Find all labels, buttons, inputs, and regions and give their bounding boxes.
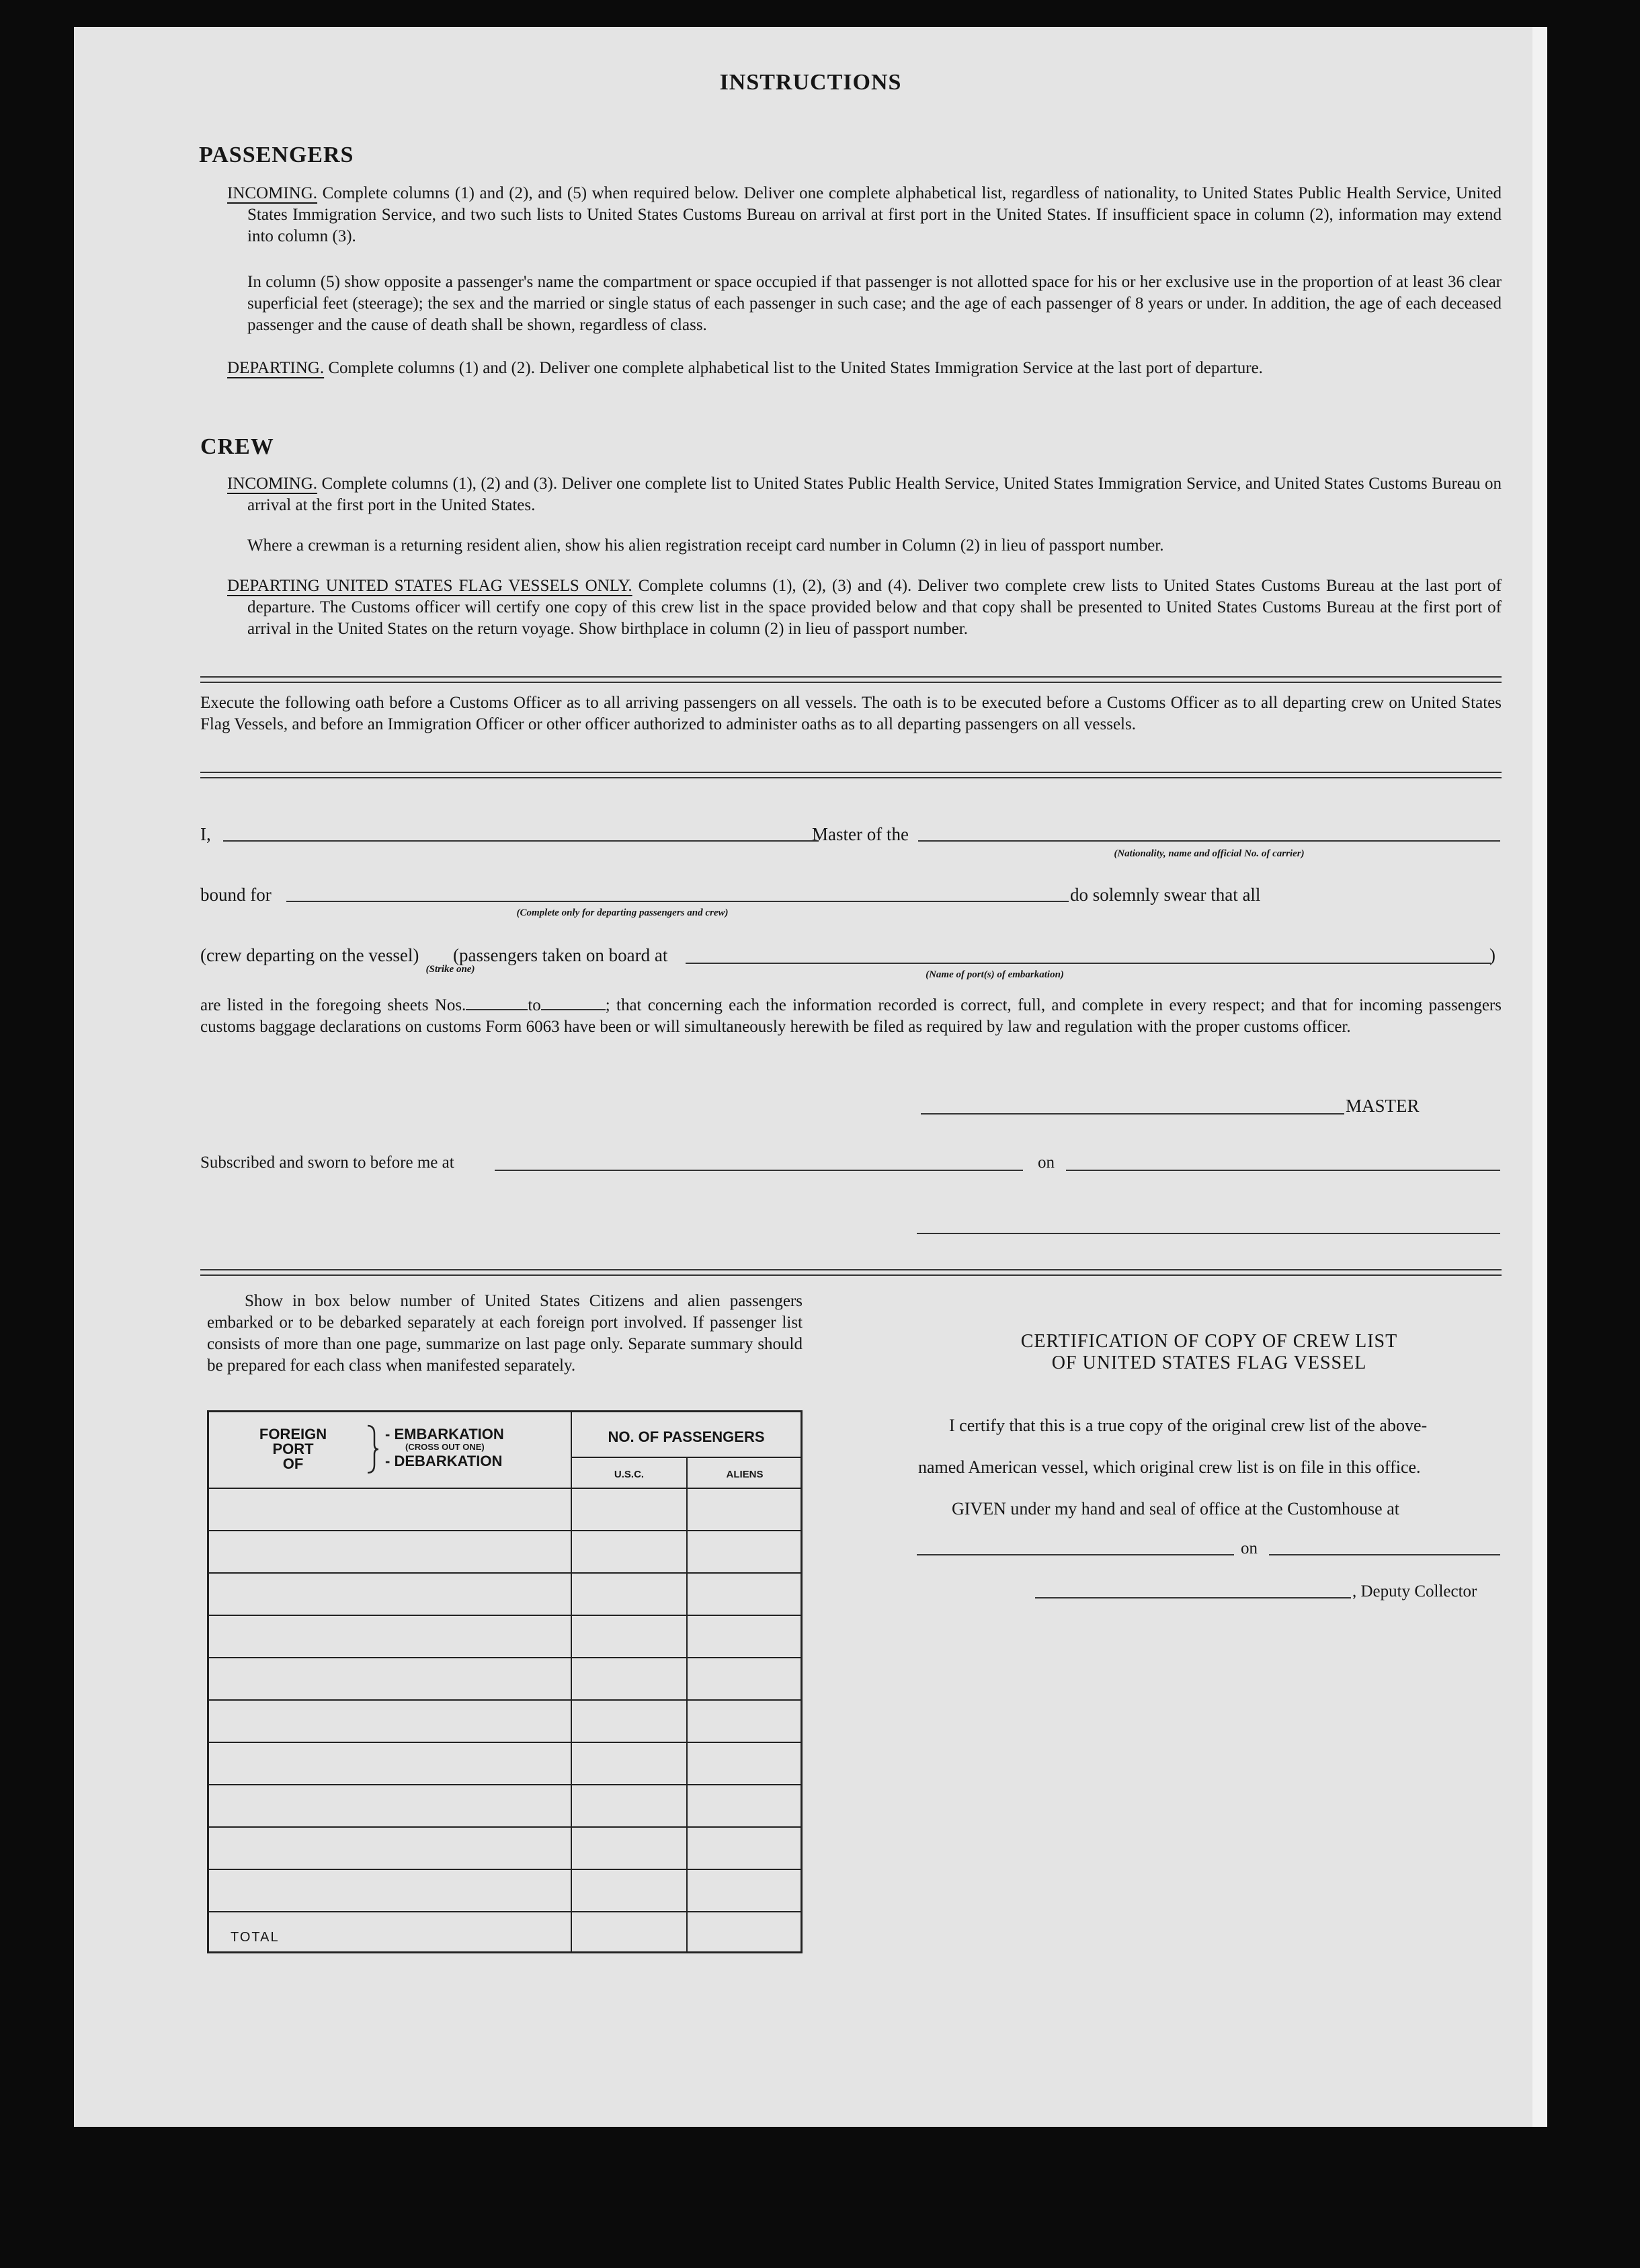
embarkation-option[interactable]: - EMBARKATION [385, 1426, 504, 1443]
table-subheader-divider [571, 1457, 801, 1458]
carrier-field[interactable] [918, 840, 1500, 842]
master-signature-field[interactable] [921, 1113, 1344, 1115]
certification-heading-line: CERTIFICATION OF COPY OF CREW LIST [1020, 1331, 1398, 1352]
table-header-divider [209, 1488, 801, 1489]
close-paren: ) [1489, 945, 1495, 965]
port-header-line: PORT [272, 1441, 314, 1457]
master-of-label: Master of the [812, 824, 909, 844]
total-label: TOTAL [231, 1930, 280, 1945]
swear-label: do solemnly swear that all [1070, 885, 1261, 905]
bound-for-field[interactable] [286, 901, 1069, 902]
passenger-summary-table [207, 1410, 803, 1953]
section-divider [200, 676, 1502, 683]
crew-departing-lead: DEPARTING UNITED STATES FLAG VESSELS ONLY. [227, 577, 632, 595]
listed-label: are listed in the foregoing sheets Nos. [200, 996, 466, 1014]
bound-for-caption: (Complete only for departing passengers and crew) [516, 907, 729, 918]
certification-on-label: on [1241, 1539, 1258, 1557]
passengers-taken-option[interactable]: (passengers taken on board at [453, 945, 668, 965]
subscribed-label: Subscribed and sworn to before me at [200, 1153, 454, 1172]
table-row[interactable] [209, 1869, 801, 1870]
of-header-line: OF [282, 1455, 304, 1472]
page-title: INSTRUCTIONS [719, 70, 902, 95]
usc-header: U.S.C. [614, 1469, 645, 1480]
certification-heading-line: OF UNITED STATES FLAG VESSEL [1051, 1352, 1367, 1373]
sworn-place-field[interactable] [495, 1170, 1023, 1171]
passengers-departing-lead: DEPARTING. [227, 359, 325, 377]
table-row[interactable] [209, 1615, 801, 1616]
table-column-divider [571, 1412, 572, 1951]
crew-incoming-text: Complete columns (1), (2) and (3). Deliver one complete list to United States Public Health Service, United States Immigration Service, and United States Customs Bureau on arrival at the first port in the United States. [247, 475, 1502, 514]
customhouse-place-field[interactable] [917, 1554, 1234, 1555]
listed-text: ; that concerning each the information recorded is correct, full, and complete in every respect; and that for incoming passengers customs baggage declarations on customs Form 6063 have been or will simultaneously herewith be filed as required by law and regulation with the proper customs officer. [200, 996, 1502, 1036]
table-row[interactable] [209, 1530, 801, 1531]
embarkation-ports-field[interactable] [686, 963, 1491, 964]
crew-departing-option[interactable]: (crew departing on the vessel) [200, 945, 419, 965]
officer-signature-field[interactable] [917, 1233, 1500, 1234]
passengers-incoming-text: Complete columns (1) and (2), and (5) when required below. Deliver one complete alphabetical list, regardless of nationality, to United States Public Health Service, United States Immigration Service, and two such lists to United States Customs Bureau on arrival at first port in the United States. If insufficient space in column (2), information may extend into column (3). [247, 184, 1502, 245]
table-row[interactable] [209, 1826, 801, 1828]
table-row[interactable] [209, 1742, 801, 1743]
passengers-heading: PASSENGERS [199, 143, 354, 167]
to-label: to [528, 996, 541, 1014]
section-divider [200, 772, 1502, 778]
table-row[interactable] [209, 1911, 801, 1912]
summary-note: Show in box below number of United States Citizens and alien passengers embarked or to be debarked separately at each foreign port involved. If passenger list consists of more than one page, summarize on last page only. Separate summary should be prepared for each class when manifested separately. [207, 1292, 803, 1375]
sworn-on-label: on [1038, 1153, 1055, 1172]
crew-resident-paragraph: Where a crewman is a returning resident alien, show his alien registration receipt card number in Column (2) in lieu of passport number. [247, 536, 1164, 555]
oath-listed-paragraph [200, 995, 1502, 1038]
crew-incoming-lead: INCOMING. [227, 475, 318, 493]
aliens-header: ALIENS [726, 1469, 764, 1480]
crew-departing-text: Complete columns (1), (2), (3) and (4). Deliver two complete crew lists to United States Customs Bureau at the last port of departure. The Customs officer will certify one copy of this crew list in the space provided below and that copy shall be presented to United States Customs Bureau at the first port of arrival in the United States on the return voyage. Show birthplace in column (2) in lieu of passport number. [247, 577, 1502, 638]
brace-icon [365, 1424, 381, 1474]
carrier-caption: (Nationality, name and official No. of carrier) [1114, 848, 1305, 859]
deputy-collector-label: , Deputy Collector [1352, 1582, 1477, 1601]
table-row[interactable] [209, 1699, 801, 1701]
table-row[interactable] [209, 1784, 801, 1785]
no-of-passengers-header: NO. OF PASSENGERS [608, 1428, 765, 1445]
ports-caption: (Name of port(s) of embarkation) [926, 969, 1064, 980]
crew-heading: CREW [200, 434, 274, 459]
foreign-port-header [236, 1427, 350, 1471]
crew-incoming-paragraph [227, 473, 1502, 516]
table-column-divider [686, 1458, 688, 1951]
passengers-departing-paragraph [227, 358, 1502, 379]
certification-heading [918, 1331, 1500, 1374]
debarkation-option[interactable]: - DEBARKATION [385, 1453, 503, 1469]
sworn-date-field[interactable] [1066, 1170, 1500, 1171]
table-row[interactable] [209, 1572, 801, 1574]
oath-instruction: Execute the following oath before a Customs Officer as to all arriving passengers on all vessels. The oath is to be executed before a Customs Officer as to all departing crew on United States Flag Vessels, and before an Immigration Officer or other officer authorized to administer oaths as to all departing passengers on all vessels. [200, 694, 1502, 733]
table-row[interactable] [209, 1657, 801, 1658]
passengers-departing-text: Complete columns (1) and (2). Deliver one complete alphabetical list to the United States Immigration Service at the last port of departure. [328, 359, 1263, 377]
sheet-to-field[interactable] [541, 1009, 606, 1010]
passengers-column5-paragraph: In column (5) show opposite a passenger's name the compartment or space occupied if that passenger is not allotted space for his or her exclusive use in the proportion of at least 36 clear superficial feet (steerage); the sex and the married or single status of each passenger in such case; and the age of each passenger of 8 years or under. In addition, the age of each deceased passenger and the cause of death shall be shown, regardless of class. [247, 273, 1502, 334]
crew-departing-paragraph [227, 575, 1502, 640]
certification-date-field[interactable] [1269, 1554, 1500, 1555]
certify-line-1: I certify that this is a true copy of the original crew list of the above- [949, 1416, 1428, 1435]
passengers-incoming-lead: INCOMING. [227, 184, 318, 202]
sheet-from-field[interactable] [466, 1009, 528, 1010]
oath-i-label: I, [200, 824, 211, 844]
given-line: GIVEN under my hand and seal of office at the Customhouse at [952, 1499, 1399, 1518]
passengers-incoming-paragraph [227, 183, 1502, 247]
bound-for-label: bound for [200, 885, 272, 905]
strike-one-caption: (Strike one) [425, 964, 475, 975]
foreign-header-line: FOREIGN [259, 1426, 327, 1443]
cross-out-note: (CROSS OUT ONE) [405, 1442, 485, 1452]
master-label: MASTER [1346, 1096, 1420, 1116]
deputy-signature-field[interactable] [1035, 1597, 1351, 1598]
section-divider [200, 1269, 1502, 1276]
master-name-field[interactable] [223, 840, 819, 842]
document-page [74, 27, 1547, 2127]
certify-line-2: named American vessel, which original crew list is on file in this office. [918, 1457, 1421, 1477]
